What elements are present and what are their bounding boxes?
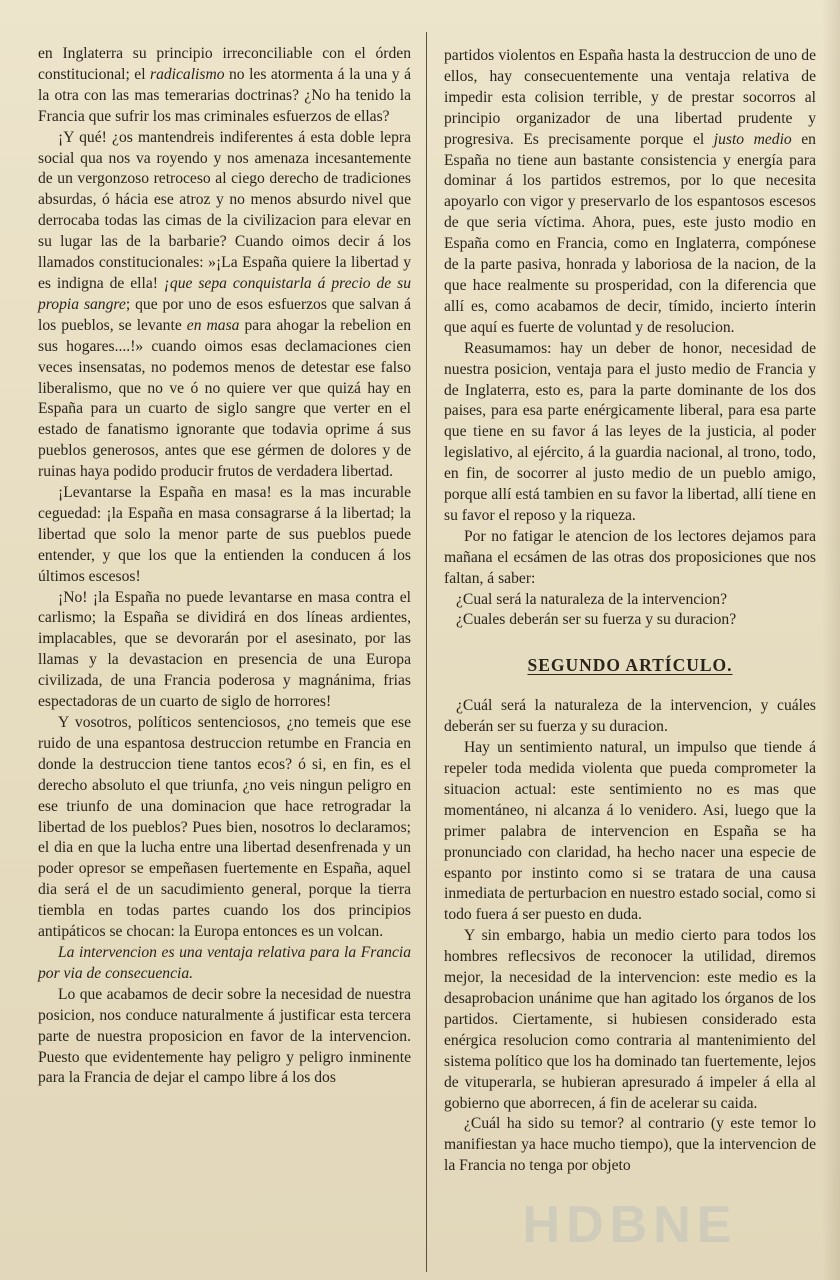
- library-watermark: HDBNE: [522, 1196, 738, 1254]
- emphasis-text: ¡que sepa conquistarla á precio de su propia sangre: [38, 274, 411, 313]
- section-heading: SEGUNDO ARTÍCULO.: [527, 655, 733, 676]
- paragraph: Y vosotros, políticos sentenciosos, ¿no temeis que ese ruido de una espantosa destruccion retumbe en Francia en donde la destruccion tiene tantos ecos? ó si, en fin, es el derecho absoluto el que triunfa, ¿no veis ningun peligro en ese triunfo de una dominacion que hace retrogradar la libertad de los pueblos? Pues bien, nosotros lo declaramos; el dia en que la lucha entre una libertad desenfrenada y un poder opresor se empeñasen fuertemente en España, aquel dia será el de un sacudimiento general, porque la tierra tiembla en todas partes cuando los dos principios antipáticos se chocan: la Europa entonces es un volcan.: [38, 714, 411, 941]
- text-run: en España no tiene aun bastante consistencia y energía para dominar á los partidos estremos, por lo que necesita apoyarlo con vigor y preservarlo de los espantosos escesos de que seria víctima. Ahora, pues, este justo modio en España como en Francia, como en Inglaterra, compónese de la parte pasiva, honrada y laboriosa de la nacion, de la que hace realmente su prosperidad, con la diferencia que allí es, como acabamos de decir, tímido, incierto ínterin que aquí es fuerte de voluntad y de resolucion.: [444, 130, 816, 336]
- page-edge-shadow: [822, 0, 840, 1280]
- text-run: para ahogar la rebelion en sus hogares....!» cuando oimos esas declamaciones cien veces insensatas, no podemos menos de detestar ese falso liberalismo, que no ve ó no quiere ver que quizá hay en España para un cuarto de siglo sangre que verter en el estado de fanatismo ignorante que todavia oprime á sus pueblos generosos, antes que ese gérmen de dolores y de ruinas haya podido producir frutos de verdadera libertad.: [38, 316, 411, 481]
- column-divider: [426, 32, 427, 1272]
- paragraph: [38, 44, 411, 128]
- text-run: en Inglaterra su principio irreconciliable con el órden constitucional; el: [38, 45, 411, 83]
- emphasis-text: en masa: [186, 316, 240, 334]
- paragraph: Por no fatigar le atencion de los lectores dejamos para mañana el ecsámen de las otras dos proposiciones que nos faltan, á saber:: [444, 527, 816, 587]
- paragraph: Lo que acabamos de decir sobre la necesidad de nuestra posicion, nos conduce naturalmente á justificar esta tercera parte de nuestra proposicion en favor de la intervencion. Puesto que evidentemente hay peligro y peligro inminente para la Francia de dejar el campo libre á los dos: [38, 985, 411, 1087]
- text-run: partidos violentos en España hasta la destruccion de uno de ellos, hay consecuentemente una ventaja relativa de impedir esta colision terrible, y de prestar socorros al principio organizador de una libertad prudente y progresiva. Es precisamente porque el: [444, 47, 816, 148]
- paragraph: Hay un sentimiento natural, un impulso que tiende á repeler toda medida violenta que pueda comprometer la situacion actual: este sentimiento no es mas que momentáneo, ni alcanza á lo venidero. Asi, luego que la primer palabra de intervencion en España se ha pronunciado con claridad, ha hecho nacer una especie de espanto por instinto como si se tratara de una causa inmediata de perturbacion en nuestro estado social, como si todo fuera á ser puesto en duda.: [444, 739, 816, 924]
- paragraph: [38, 128, 411, 483]
- paragraph: [444, 46, 816, 339]
- paragraph: ¡Levantarse la España en masa! es la mas incurable ceguedad: ¡la España en masa consagrarse á la libertad; la libertad que solo la menor parte de sus pueblos puede entender, y que los que la entienden la conducen á los últimos escesos!: [38, 484, 411, 585]
- paragraph: ¿Cuál será la naturaleza de la intervencion, y cuáles deberán ser su fuerza y su duracion.: [444, 697, 816, 736]
- emphasis-text: justo medio: [713, 130, 792, 148]
- question-line: ¿Cuales deberán ser su fuerza y su duracion?: [456, 611, 737, 629]
- text-run: ¡Y qué! ¿os mantendreis indiferentes á esta doble lepra social qua nos va royendo y nos amenaza incesantemente de un vergonzoso retroceso al ciego derecho de tradiciones absurdas, ó hácia ese atroz y no menos absurdo nivel que derrocaba todas las cimas de la civilizacion para elevar en su lugar las de la barbarie? Cuando oimos decir á los llamados constitucionales: »¡La España quiere la libertad y es indigna de ella!: [38, 128, 411, 292]
- subheading: [38, 943, 411, 985]
- emphasis-text: La intervencion es una ventaja relativa para la Francia por via de consecuencia.: [38, 943, 411, 982]
- paragraph: ¿Cuál ha sido su temor? al contrario (y este temor lo manifiestan ya hace mucho tiempo), que la intervencion de la Francia no tenga por objeto: [444, 1115, 816, 1175]
- emphasis-text: radicalismo: [150, 65, 225, 83]
- right-column: [444, 46, 816, 1177]
- paragraph: Y sin embargo, habia un medio cierto para todos los hombres reflecsivos de reconocer la utilidad, diremos mejor, la necesidad de la intervencion: este medio es la desaprobacion unánime que han agitado los órganos de los partidos. Ciertamente, si hubiesen considerado esta enérgica resolucion como contraria al mantenimiento del sistema político que los ha dominado tan fuertemente, lejos de vituperarla, se hubieran apresurado á impeler á ella al gobierno que aborrecen, á fin de acelerar su caida.: [444, 927, 816, 1112]
- left-column: [38, 44, 411, 1089]
- text-run: ; que por uno de esos esfuerzos que salvan á los pueblos, se levante: [38, 295, 412, 334]
- paragraph: Reasumamos: hay un deber de honor, necesidad de nuestra posicion, ventaja para el justo medio de Francia y de Inglaterra, esto es, para la parte dominante de los dos paises, para esa parte enérgicamente liberal, para esa parte que tiene en su favor á las leyes de la justicia, al poder legislativo, al ejército, á la guardia nacional, al trono, todo, en fin, de socorrer al justo medio de un pueblo amigo, porque allí está tambien en su favor la libertad, allí tiene en su favor el reposo y la riqueza.: [444, 339, 816, 524]
- paragraph: ¡No! ¡la España no puede levantarse en masa contra el carlismo; la España se dividirá en dos líneas ardientes, implacables, que se devorarán por el asesinato, por las llamas y la devastacion en presencia de una Europa civilizada, de una Francia poderosa y magnánima, frias espectadoras de un cuarto de siglo de horrores!: [38, 588, 411, 711]
- question-line: ¿Cual será la naturaleza de la intervencion?: [456, 590, 728, 608]
- text-run: no les atormenta á la una y á la otra con las mas temerarias doctrinas? ¿No ha tenido la Francia que sufrir los mas criminales esfuerzos de ellas?: [38, 65, 411, 125]
